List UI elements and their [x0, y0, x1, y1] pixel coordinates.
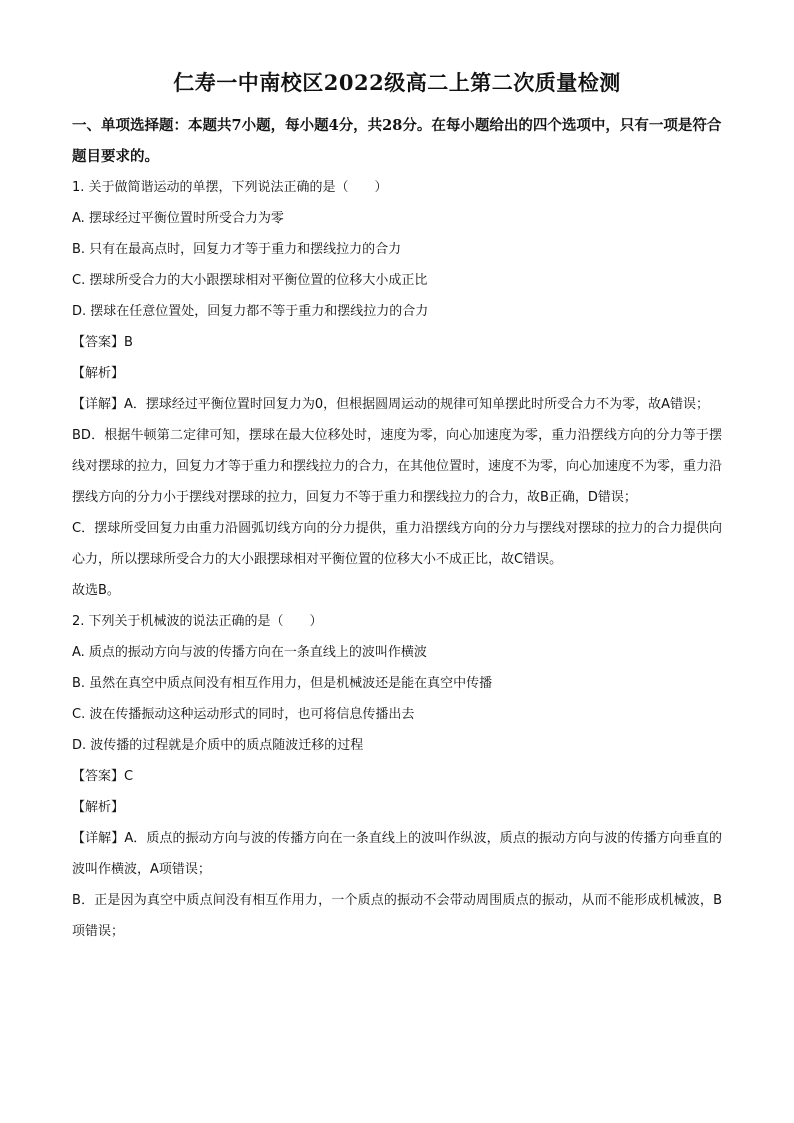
option-c: C. 摆球所受合力的大小跟摆球相对平衡位置的位移大小成正比 — [72, 273, 428, 288]
explanation-paragraph: C．摆球所受回复力由重力沿圆弧切线方向的分力提供，重力沿摆线方向的分力与摆线对摆球的拉力的合力提供向心力，所以摆球所受合力的大小跟摆球相对平衡位置的位移大小不成正比，故C错误。 — [72, 521, 722, 567]
option-b: B. 虽然在真空中质点间没有相互作用力，但是机械波还是能在真空中传播 — [72, 676, 493, 691]
explanation-paragraph: BD．根据牛顿第二定律可知，摆球在最大位移处时，速度为零，向心加速度为零，重力沿摆线方向的分力等于摆线对摆球的拉力，回复力才等于重力和摆线拉力的合力，在其他位置时，速度不为零，向心加速度不为零，重力沿摆线方向的分力小于摆线对摆球的拉力，回复力不等于重力和摆线拉力的合力，故B正确，D错误； — [72, 428, 723, 505]
question-2 — [72, 606, 722, 947]
option-d: D. 波传播的过程就是介质中的质点随波迁移的过程 — [72, 738, 364, 753]
option-a: A. 质点的振动方向与波的传播方向在一条直线上的波叫作横波 — [72, 645, 427, 660]
option-b: B. 只有在最高点时，回复力才等于重力和摆线拉力的合力 — [72, 242, 402, 257]
explanation-conclusion: 故选B。 — [72, 583, 120, 598]
option-c: C. 波在传播振动这种运动形式的同时，也可将信息传播出去 — [72, 707, 415, 722]
answer-label: 【答案】C — [72, 769, 134, 784]
question-1 — [72, 172, 722, 606]
explanation-paragraph: 【详解】A．质点的振动方向与波的传播方向在一条直线上的波叫作纵波，质点的振动方向与波的传播方向垂直的波叫作横波，A项错误； — [72, 831, 722, 877]
analysis-label: 【解析】 — [72, 366, 125, 381]
answer-label: 【答案】B — [72, 335, 133, 350]
question-stem: 2. 下列关于机械波的说法正确的是（ ） — [72, 614, 323, 629]
explanation-paragraph: B．正是因为真空中质点间没有相互作用力，一个质点的振动不会带动周围质点的振动，从而不能形成机械波，B项错误； — [72, 893, 722, 939]
section-heading: 一、单项选择题：本题共7小题，每小题4分，共28分。在每小题给出的四个选项中，只有一项是符合题目要求的。 — [72, 117, 722, 165]
explanation-paragraph: 【详解】A．摆球经过平衡位置时回复力为0，但根据圆周运动的规律可知单摆此时所受合力不为零，故A错误； — [72, 397, 710, 412]
analysis-label: 【解析】 — [72, 800, 125, 815]
option-a: A. 摆球经过平衡位置时所受合力为零 — [72, 211, 284, 226]
option-d: D. 摆球在任意位置处，回复力都不等于重力和摆线拉力的合力 — [72, 304, 429, 319]
exam-title: 仁寿一中南校区2022级高二上第二次质量检测 — [173, 70, 621, 95]
document-page — [72, 66, 722, 947]
question-stem: 1. 关于做简谐运动的单摆，下列说法正确的是（ ） — [72, 180, 388, 195]
